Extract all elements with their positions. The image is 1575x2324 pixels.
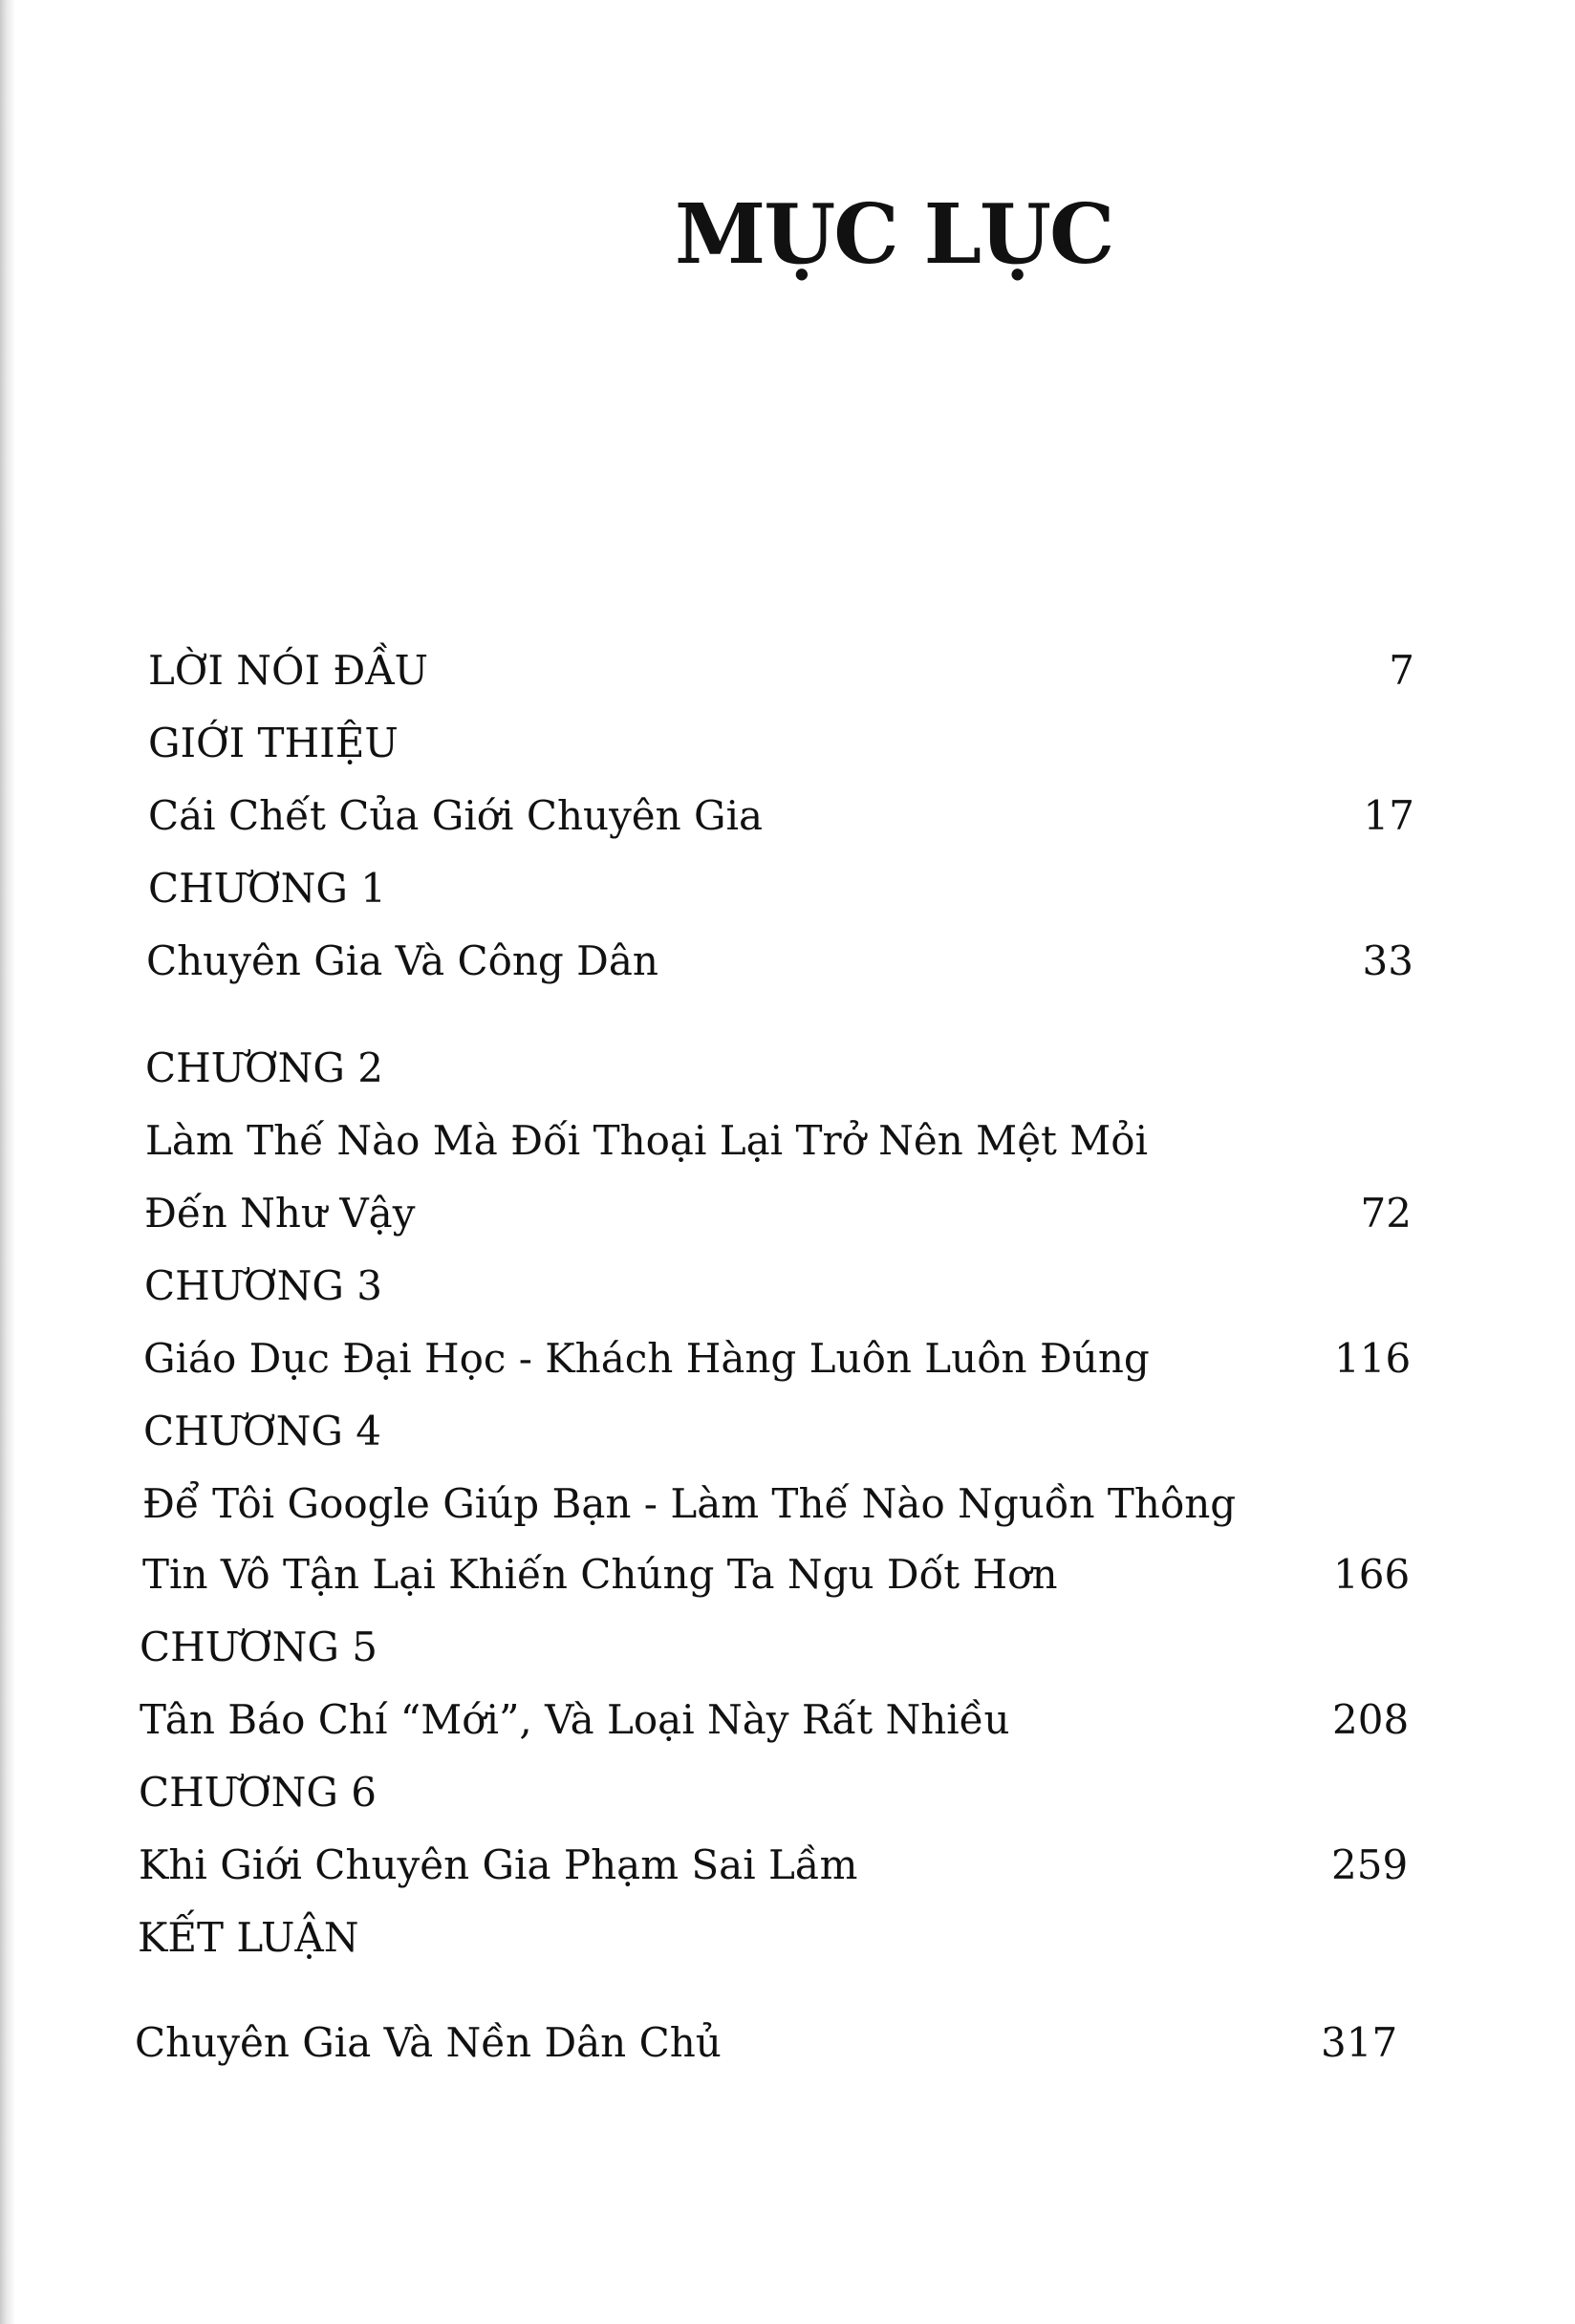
page-title: MỤC LỤC — [675, 186, 1113, 283]
toc-entry-page: 72 — [1360, 1190, 1412, 1237]
toc-entry-page: 208 — [1332, 1696, 1410, 1743]
toc-entry-title: CHƯƠNG 6 — [139, 1769, 377, 1816]
toc-entry-title: LỜI NÓI ĐẦU — [148, 647, 429, 694]
toc-entry-title: CHƯƠNG 2 — [145, 1044, 383, 1091]
toc-entry-title: Chuyên Gia Và Nền Dân Chủ — [135, 2019, 722, 2066]
toc-entry-title: Chuyên Gia Và Công Dân — [146, 937, 658, 984]
toc-entry-page: 116 — [1334, 1335, 1412, 1382]
toc-entry-title: CHƯƠNG 5 — [140, 1624, 378, 1670]
toc-entry-page: 166 — [1333, 1551, 1411, 1598]
toc-entry-title: CHƯƠNG 1 — [148, 865, 386, 912]
toc-entry-title: Tân Báo Chí “Mới”, Và Loại Này Rất Nhiều — [140, 1696, 1010, 1743]
toc-entry-title: KẾT LUẬN — [138, 1914, 359, 1961]
toc-entry-title: CHƯƠNG 4 — [143, 1408, 381, 1454]
toc-entry-title: GIỚI THIỆU — [148, 720, 399, 766]
toc-entry-page: 33 — [1362, 937, 1413, 984]
toc-entry-title: Cái Chết Của Giới Chuyên Gia — [148, 792, 764, 839]
toc-entry-page: 317 — [1321, 2019, 1398, 2066]
toc-entry-title: CHƯƠNG 3 — [144, 1262, 382, 1309]
toc-entry-title: Tin Vô Tận Lại Khiến Chúng Ta Ngu Dốt Hơn — [142, 1551, 1058, 1598]
toc-entry-title: Để Tôi Google Giúp Bạn - Làm Thế Nào Nguồn Thông — [142, 1480, 1237, 1527]
toc-entry-title: Làm Thế Nào Mà Đối Thoại Lại Trở Nên Mệt Mỏi — [145, 1117, 1148, 1164]
toc-entry-page: 7 — [1389, 647, 1414, 694]
toc-entry-title: Khi Giới Chuyên Gia Phạm Sai Lầm — [139, 1841, 858, 1888]
toc-entry-title: Đến Như Vậy — [144, 1190, 416, 1237]
toc-entry-title: Giáo Dục Đại Học - Khách Hàng Luôn Luôn Đúng — [143, 1335, 1150, 1382]
toc-entry-page: 17 — [1363, 792, 1414, 839]
toc-entry-page: 259 — [1331, 1841, 1409, 1888]
